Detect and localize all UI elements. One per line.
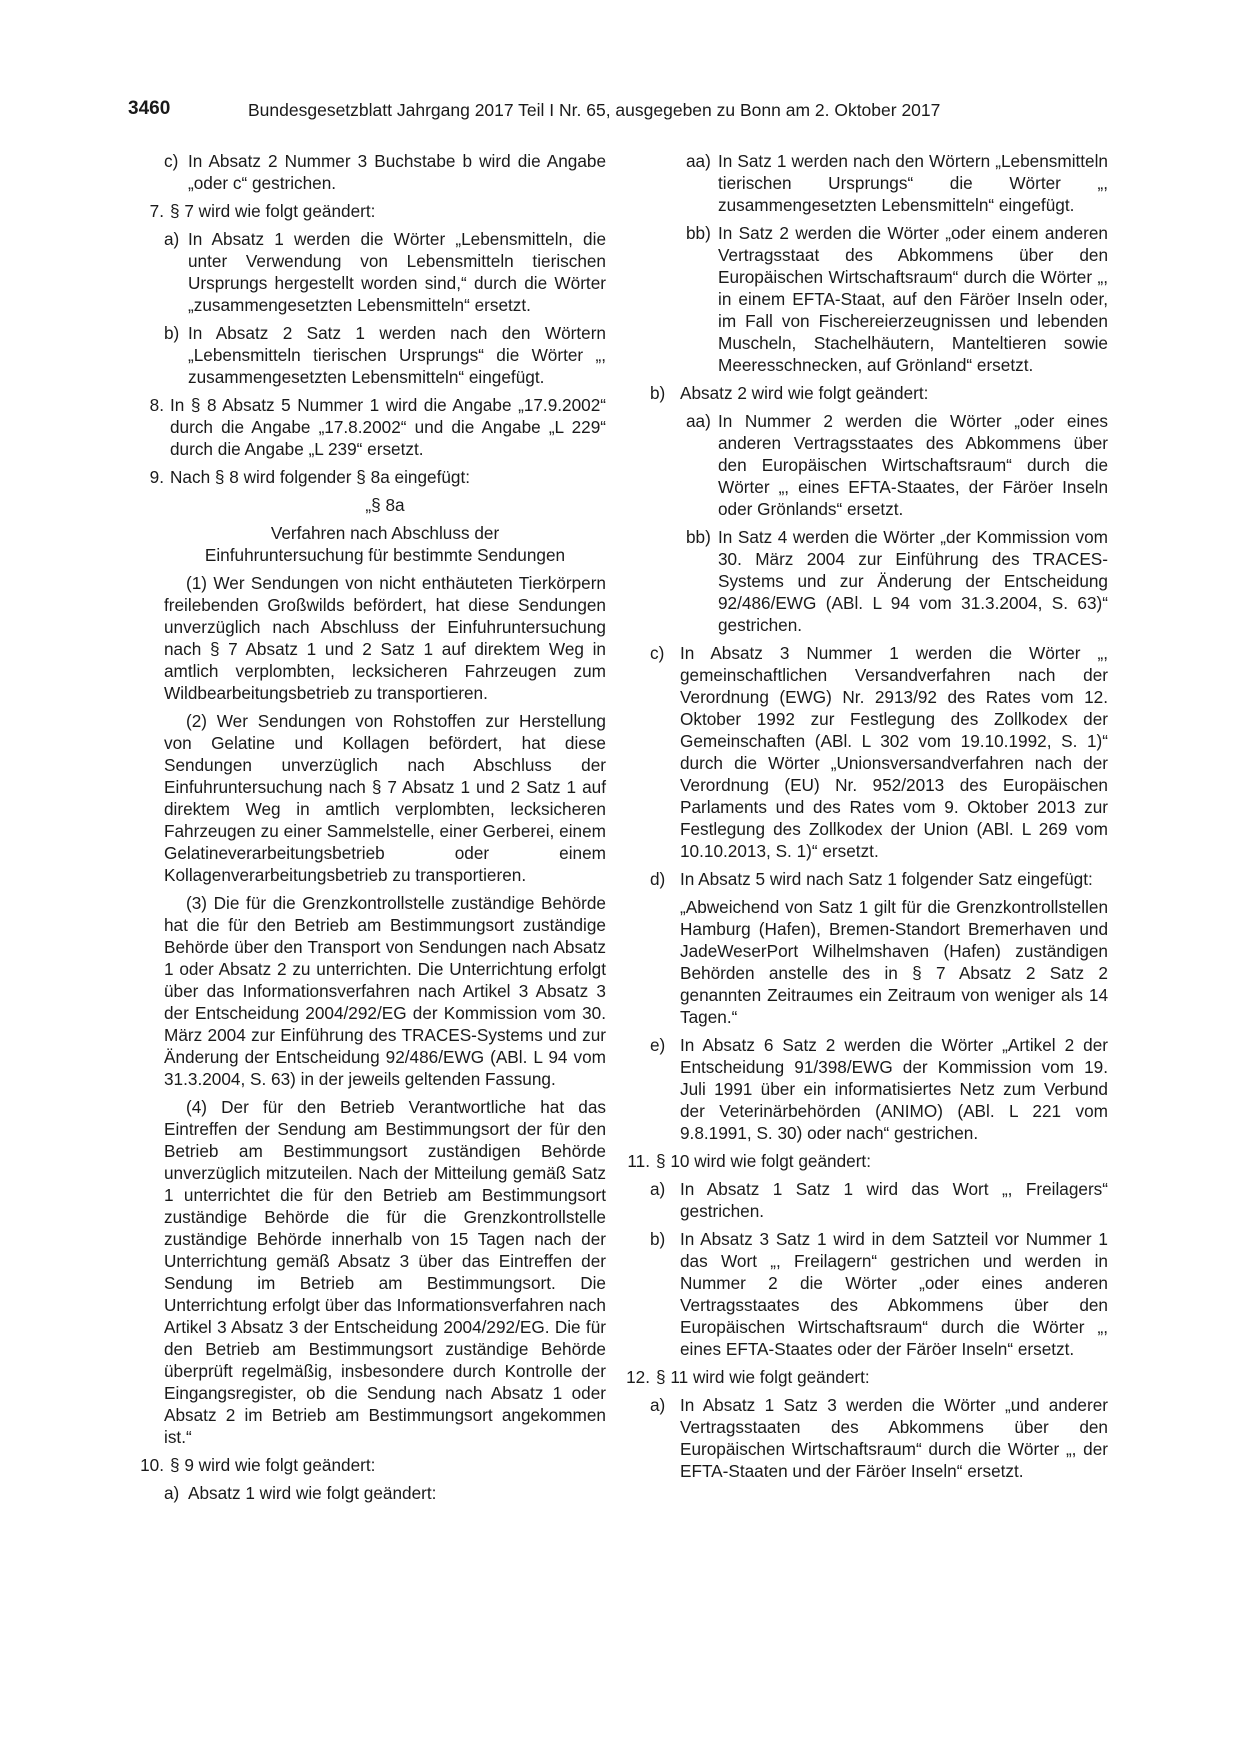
quoted-text: „Abweichend von Satz 1 gilt für die Grenzkontrollstellen Hamburg (Hafen), Bremen-Standort Bremerhaven und JadeWeserPort Wilhelmshaven (Hafen) zuständigen Behörden anstelle des in § 7 Absatz 2 Satz 2 genannten Zeitraumes ein Zeitraum von weniger als 14 Tagen.“ (680, 897, 1108, 1027)
list-item (650, 1228, 1108, 1360)
list-item (650, 1178, 1108, 1222)
item-label: d) (650, 869, 666, 889)
item-text: In Absatz 2 Satz 1 werden nach den Wörtern „Lebensmitteln tierischen Ursprungs“ die Wörter „, zusammengesetzten Lebensmitteln“ eingefügt. (188, 323, 606, 387)
item-text: § 10 wird wie folgt geändert: (656, 1151, 871, 1171)
item-text: § 7 wird wie folgt geändert: (170, 201, 376, 221)
list-item (650, 868, 1108, 890)
right-column (626, 150, 1108, 1488)
list-item (128, 1482, 606, 1504)
page-header (128, 98, 1108, 126)
item-text: Nach § 8 wird folgender § 8a eingefügt: (170, 467, 471, 487)
list-item (128, 466, 606, 488)
item-label: 8. (149, 395, 164, 415)
section-title-line: Verfahren nach Abschluss der (270, 523, 500, 543)
item-label: aa) (686, 151, 711, 171)
item-text: In Absatz 1 Satz 1 wird das Wort „, Freilagers“ gestrichen. (680, 1179, 1108, 1221)
item-text: In Absatz 6 Satz 2 werden die Wörter „Artikel 2 der Entscheidung 91/398/EWG der Kommission vom 19. Juli 1991 über ein informatisiertes Netz zum Verbund der Veterinärbehörden (ANIMO) (ABl. L 221 vom 9.8.1991, S. 30) oder nach“ gestrichen. (680, 1035, 1108, 1143)
item-label: a) (164, 229, 180, 249)
list-item (614, 1366, 1108, 1388)
item-label: e) (650, 1035, 666, 1055)
item-text: In Satz 4 werden die Wörter „der Kommission vom 30. März 2004 zur Einführung des TRACES-Systems und zur Änderung der Entscheidung 92/486/EWG (ABl. L 94 vom 31.3.2004, S. 63)“ gestrichen. (718, 527, 1108, 635)
list-item (128, 228, 606, 316)
section-number: „§ 8a (365, 495, 405, 515)
item-label: a) (650, 1395, 666, 1415)
item-text: In Absatz 3 Satz 1 wird in dem Satzteil vor Nummer 1 das Wort „, Freilagern“ gestrichen und werden in Nummer 2 die Wörter „oder eines anderen Vertragsstaates des Abkommens über den Europäischen Wirtschaftsraum“ durch die Wörter „, eines EFTA-Staates oder der Färöer Inseln“ ersetzt. (680, 1229, 1108, 1359)
list-item (128, 394, 606, 460)
list-item (650, 150, 1108, 216)
item-text: In Nummer 2 werden die Wörter „oder eines anderen Vertragsstaates des Abkommens über den Europäischen Wirtschaftsraum“ durch die Wörter „, eines EFTA-Staates, der Färöer Inseln oder Grönlands“ ersetzt. (718, 411, 1108, 519)
item-text: In Absatz 1 Satz 3 werden die Wörter „und anderer Vertragsstaaten des Abkommens über den Europäischen Wirtschaftsraum“ durch die Wörter „, der EFTA-Staaten und der Färöer Inseln“ ersetzt. (680, 1395, 1108, 1481)
item-label: b) (650, 1229, 666, 1249)
paragraph: (4) Der für den Betrieb Verantwortliche hat das Eintreffen der Sendung am Bestimmungsort der für den Betrieb am Bestimmungsort zuständigen Behörde unverzüglich mitzuteilen. Nach der Mitteilung gemäß Satz 1 unterrichtet die für den Betrieb am Bestimmungsort zuständige Behörde die für die Grenzkontrollstelle zuständige Behörde innerhalb von 15 Tagen nach der Unterrichtung gemäß Absatz 3 über das Eintreffen der Sendung im Betrieb am Bestimmungsort. Die Unterrichtung erfolgt über das Informationsverfahren nach Artikel 3 Absatz 3 der Entscheidung 2004/292/EG. Die für den Betrieb am Bestimmungsort zuständige Behörde überprüft regelmäßig, insbesondere durch Kontrolle der Eingangsregister, ob die Sendung nach Absatz 1 oder Absatz 2 im Betrieb am Bestimmungsort angekommen ist.“ (164, 1097, 606, 1447)
page-number: 3460 (128, 98, 171, 119)
paragraph: (2) Wer Sendungen von Rohstoffen zur Herstellung von Gelatine und Kollagen befördert, hat diese Sendungen unverzüglich nach Abschluss der Einfuhruntersuchung nach § 7 Absatz 1 und 2 Satz 1 auf direktem Weg in amtlich verplombten, lecksicheren Fahrzeugen zu einer Sammelstelle, einer Gerberei, einem Gelatineverarbeitungsbetrieb oder einem Kollagenverarbeitungsbetrieb zu transportieren. (164, 711, 606, 885)
item-label: c) (650, 643, 665, 663)
list-item (614, 1150, 1108, 1172)
item-label: bb) (686, 223, 711, 243)
list-item (128, 1454, 606, 1476)
item-label: 11. (627, 1151, 650, 1171)
running-title: Bundesgesetzblatt Jahrgang 2017 Teil I Nr. 65, ausgegeben zu Bonn am 2. Oktober 2017 (248, 100, 941, 120)
item-label: 9. (149, 467, 164, 487)
list-item (650, 222, 1108, 376)
section-title-line: Einfuhruntersuchung für bestimmte Sendungen (204, 545, 566, 565)
section-title (164, 522, 606, 566)
item-text: § 11 wird wie folgt geändert: (656, 1367, 870, 1387)
item-text: Absatz 2 wird wie folgt geändert: (680, 383, 929, 403)
left-column (128, 150, 606, 1510)
item-text: In Absatz 5 wird nach Satz 1 folgender Satz eingefügt: (680, 869, 1093, 889)
item-label: bb) (686, 527, 711, 547)
list-item (128, 322, 606, 388)
list-item (650, 642, 1108, 862)
list-item (128, 150, 606, 194)
item-label: 10. (140, 1455, 164, 1475)
item-text: § 9 wird wie folgt geändert: (170, 1455, 376, 1475)
list-item (650, 1394, 1108, 1482)
item-text: In Satz 2 werden die Wörter „oder einem anderen Vertragsstaat des Abkommens über den Europäischen Wirtschaftsraum“ durch die Wörter „, in einem EFTA-Staat, auf den Färöer Inseln oder, im Fall von Fischereierzeugnissen und lebenden Muscheln, Stachelhäutern, Manteltieren sowie Meeresschnecken, auf Grönland“ ersetzt. (718, 223, 1108, 375)
item-text: Absatz 1 wird wie folgt geändert: (188, 1483, 437, 1503)
item-label: b) (164, 323, 180, 343)
list-item (128, 200, 606, 222)
paragraph: (3) Die für die Grenzkontrollstelle zuständige Behörde hat die für den Betrieb am Bestimmungsort zuständige Behörde über den Transport von Sendungen nach Absatz 1 oder Absatz 2 zu unterrichten. Die Unterrichtung erfolgt über das Informationsverfahren nach Artikel 3 Absatz 3 der Entscheidung 2004/292/EG der Kommission vom 30. März 2004 zur Einführung des TRACES-Systems und zur Änderung der Entscheidung 92/486/EWG (ABl. L 94 vom 31.3.2004, S. 63) in der jeweils geltenden Fassung. (164, 893, 606, 1089)
item-text: In Satz 1 werden nach den Wörtern „Lebensmitteln tierischen Ursprungs“ die Wörter „, zusammengesetzten Lebensmitteln“ eingefügt. (718, 151, 1108, 215)
item-label: aa) (686, 411, 711, 431)
item-label: 12. (626, 1367, 650, 1387)
item-label: b) (650, 383, 666, 403)
list-item (650, 410, 1108, 520)
item-text: In Absatz 2 Nummer 3 Buchstabe b wird die Angabe „oder c“ gestrichen. (188, 151, 606, 193)
item-text: In Absatz 3 Nummer 1 werden die Wörter „, gemeinschaftlichen Versandverfahren nach der Verordnung (EWG) Nr. 2913/92 des Rates vom 12. Oktober 1992 zur Festlegung des Zollkodex der Gemeinschaften (ABl. L 302 vom 19.10.1992, S. 1)“ durch die Wörter „Unionsversandverfahren nach der Verordnung (EU) Nr. 952/2013 des Europäischen Parlaments und des Rates vom 9. Oktober 2013 zur Festlegung des Zollkodex der Union (ABl. L 269 vom 10.10.2013, S. 1)“ ersetzt. (680, 643, 1108, 861)
item-label: a) (650, 1179, 666, 1199)
item-text: In Absatz 1 werden die Wörter „Lebensmitteln, die unter Verwendung von Lebensmitteln tierischen Ursprungs hergestellt worden sind,“ durch die Wörter „zusammengesetzten Lebensmitteln“ ersetzt. (188, 229, 606, 315)
list-item (650, 1034, 1108, 1144)
section-block (164, 494, 606, 566)
item-label: a) (164, 1483, 180, 1503)
item-label: 7. (149, 201, 164, 221)
paragraph: (1) Wer Sendungen von nicht enthäuteten Tierkörpern freilebenden Großwilds befördert, hat diese Sendungen unverzüglich nach Abschluss der Einfuhruntersuchung nach § 7 Absatz 1 und 2 Satz 1 auf direktem Weg in amtlich verplombten, lecksicheren Fahrzeugen zum Wildbearbeitungsbetrieb zu transportieren. (164, 573, 606, 703)
item-text: In § 8 Absatz 5 Nummer 1 wird die Angabe „17.9.2002“ durch die Angabe „17.8.2002“ und die Angabe „L 229“ durch die Angabe „L 239“ ersetzt. (170, 395, 606, 459)
list-item (650, 526, 1108, 636)
list-item (650, 382, 1108, 404)
item-label: c) (164, 151, 179, 171)
